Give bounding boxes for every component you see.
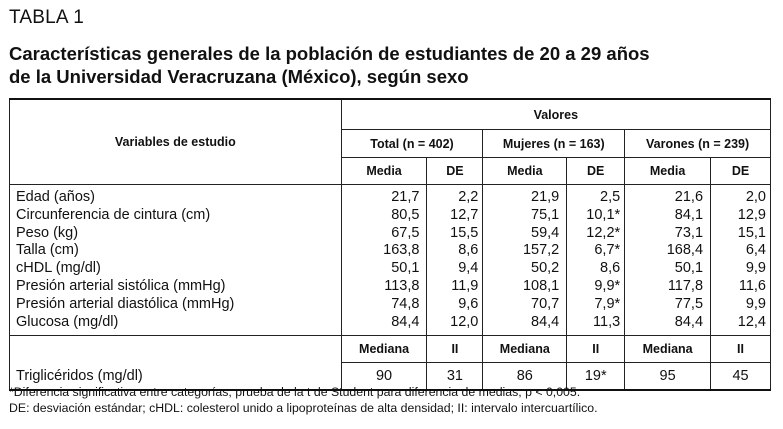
row-label: Peso (kg): [10, 225, 342, 243]
cell-value: 163,8: [341, 242, 427, 260]
cell-value: 75,1: [483, 207, 567, 225]
cell-value: 12,7: [427, 207, 483, 225]
cell-value: 15,5: [427, 225, 483, 243]
row-label: Presión arterial sistólica (mmHg): [10, 278, 342, 296]
table-row: [10, 278, 771, 296]
cell-value: 84,4: [625, 314, 711, 332]
cell-value: 95: [625, 363, 711, 391]
table-row: [10, 296, 771, 314]
cell-value: 117,8: [625, 278, 711, 296]
cell-value: 50,1: [625, 260, 711, 278]
cell-value: 157,2: [483, 242, 567, 260]
row-label: Triglicéridos (mg/dl): [10, 363, 342, 391]
cell-value: 9,6: [427, 296, 483, 314]
cell-value: 21,6: [625, 189, 711, 207]
cell-value: 15,1: [711, 225, 771, 243]
row-label: Glucosa (mg/dl): [10, 314, 342, 332]
header-media: Media: [341, 158, 427, 185]
title-line-1: Características generales de la población de estudiantes de 20 a 29 años: [9, 43, 650, 64]
cell-value: 7,9*: [567, 296, 625, 314]
cell-value: 84,4: [483, 314, 567, 332]
cell-value: 8,6: [567, 260, 625, 278]
cell-value: 74,8: [341, 296, 427, 314]
header-ii: II: [427, 336, 483, 363]
cell-value: 12,0: [427, 314, 483, 332]
cell-value: 12,2*: [567, 225, 625, 243]
header-variables: Variables de estudio: [10, 99, 342, 185]
header-valores: Valores: [341, 99, 770, 130]
cell-value: 80,5: [341, 207, 427, 225]
cell-value: 73,1: [625, 225, 711, 243]
header-group-total: Total (n = 402): [341, 130, 483, 158]
header-media: Media: [483, 158, 567, 185]
footnote-abbreviations: DE: desviación estándar; cHDL: colesterol unido a lipoproteínas de alta densidad; II: intervalo intercuartílico.: [9, 400, 598, 415]
cell-value: 6,7*: [567, 242, 625, 260]
cell-value: 70,7: [483, 296, 567, 314]
cell-value: 2,2: [427, 189, 483, 207]
header-mediana: Mediana: [625, 336, 711, 363]
header-mediana: Mediana: [483, 336, 567, 363]
header-media: Media: [625, 158, 711, 185]
cell-value: 50,1: [341, 260, 427, 278]
table-title: [9, 42, 769, 88]
cell-value: 10,1*: [567, 207, 625, 225]
cell-value: 168,4: [625, 242, 711, 260]
cell-value: 21,9: [483, 189, 567, 207]
cell-value: 12,4: [711, 314, 771, 332]
cell-value: 11,9: [427, 278, 483, 296]
header-group-mujeres: Mujeres (n = 163): [483, 130, 625, 158]
header-de: DE: [427, 158, 483, 185]
header-de: DE: [567, 158, 625, 185]
row-label: Circunferencia de cintura (cm): [10, 207, 342, 225]
cell-value: 9,9: [711, 260, 771, 278]
row-label: Edad (años): [10, 189, 342, 207]
table-row: [10, 314, 771, 332]
footnotes: [9, 385, 598, 416]
cell-value: 50,2: [483, 260, 567, 278]
cell-value: 19*: [567, 363, 625, 391]
cell-value: 8,6: [427, 242, 483, 260]
cell-value: 77,5: [625, 296, 711, 314]
table-row: [10, 189, 771, 207]
table-row: [10, 242, 771, 260]
row-label: Talla (cm): [10, 242, 342, 260]
cell-value: 21,7: [341, 189, 427, 207]
cell-value: 59,4: [483, 225, 567, 243]
table-row: [10, 207, 771, 225]
data-table: [9, 98, 771, 391]
header-ii: II: [567, 336, 625, 363]
cell-value: 2,0: [711, 189, 771, 207]
cell-value: 86: [483, 363, 567, 391]
cell-value: 9,4: [427, 260, 483, 278]
cell-value: 108,1: [483, 278, 567, 296]
cell-value: 11,3: [567, 314, 625, 332]
table-row: [10, 260, 771, 278]
cell-value: 67,5: [341, 225, 427, 243]
cell-value: 9,9: [711, 296, 771, 314]
cell-value: 84,4: [341, 314, 427, 332]
title-line-2: de la Universidad Veracruzana (México), según sexo: [9, 66, 469, 87]
cell-value: 9,9*: [567, 278, 625, 296]
header-de: DE: [711, 158, 771, 185]
header-ii: II: [711, 336, 771, 363]
table-label: TABLA 1: [9, 7, 84, 28]
header-mediana: Mediana: [341, 336, 427, 363]
cell-value: 2,5: [567, 189, 625, 207]
row-label: cHDL (mg/dl): [10, 260, 342, 278]
cell-value: 90: [341, 363, 427, 391]
header-group-varones: Varones (n = 239): [625, 130, 771, 158]
cell-value: 113,8: [341, 278, 427, 296]
cell-value: 6,4: [711, 242, 771, 260]
row-label: Presión arterial diastólica (mmHg): [10, 296, 342, 314]
table-row: [10, 225, 771, 243]
footnote-significance: *Diferencia significativa entre categorías, prueba de la t de Student para diferencia de medias, p < 0,005.: [9, 385, 581, 399]
cell-value: 11,6: [711, 278, 771, 296]
cell-value: 45: [711, 363, 771, 391]
cell-value: 31: [427, 363, 483, 391]
cell-value: 12,9: [711, 207, 771, 225]
cell-value: 84,1: [625, 207, 711, 225]
